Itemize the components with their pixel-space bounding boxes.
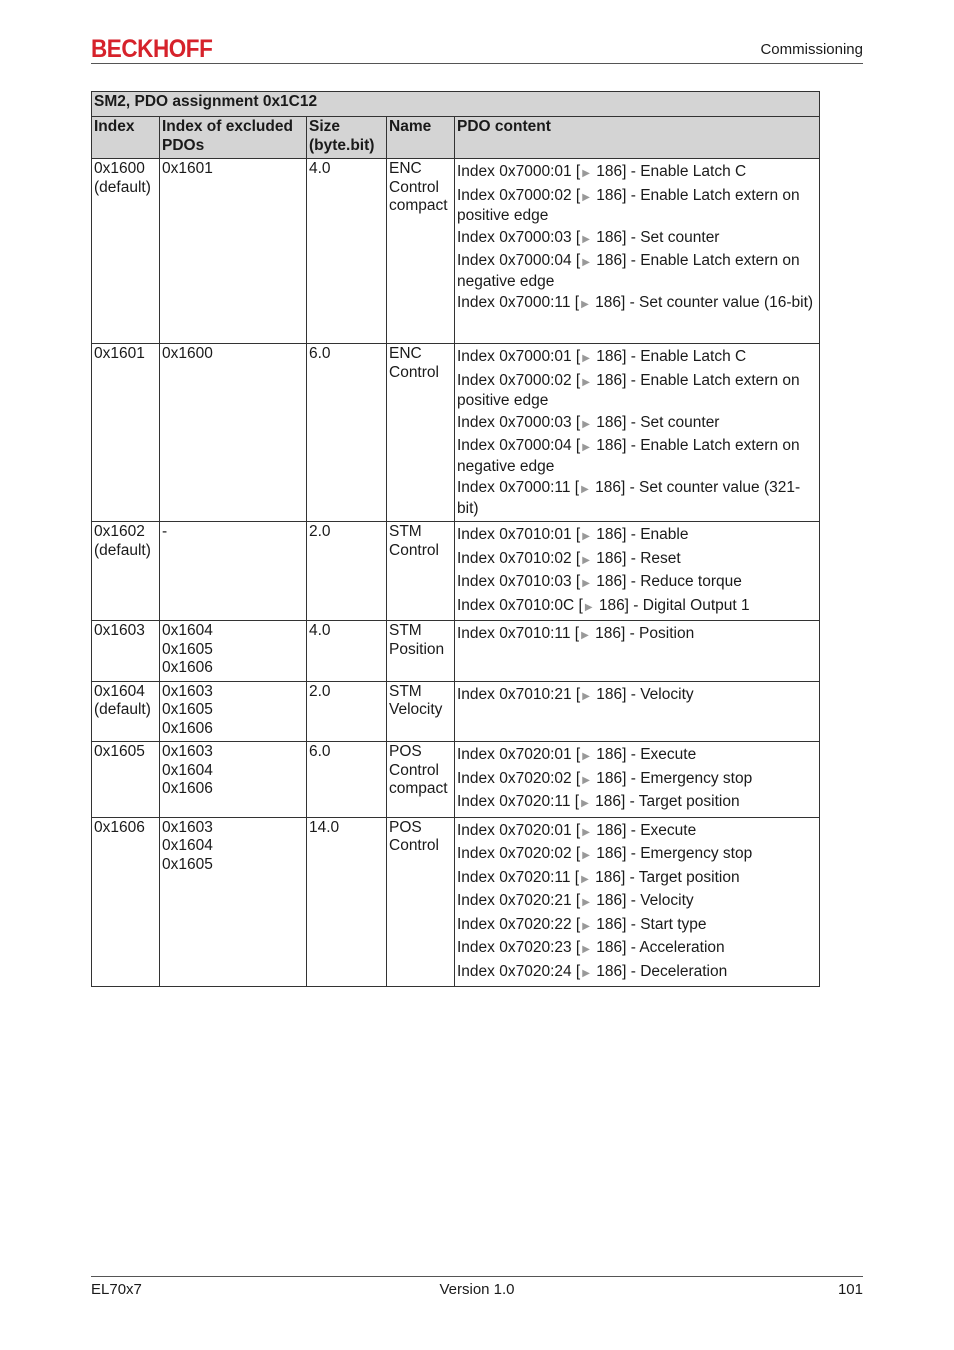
cell-content bbox=[455, 344, 820, 522]
footer-page-number: 101 bbox=[837, 1281, 863, 1298]
pdo-entry-description: 186] - Deceleration bbox=[591, 962, 728, 980]
pdo-entry bbox=[457, 550, 817, 571]
excluded-pdo: 0x1605 bbox=[162, 855, 213, 873]
pdo-index: 0x1601 bbox=[94, 345, 145, 362]
pdo-entry bbox=[457, 793, 817, 814]
link-arrow-icon[interactable]: ▶ bbox=[582, 944, 590, 955]
pdo-entry-index: Index 0x7010:11 [ bbox=[457, 625, 580, 642]
pdo-entry-index: Index 0x7010:03 [ bbox=[457, 573, 581, 590]
link-arrow-icon[interactable]: ▶ bbox=[581, 873, 589, 885]
pdo-entry-description: 186] - Enable Latch extern on negative edge bbox=[457, 252, 800, 290]
cell-name bbox=[387, 621, 455, 682]
pdo-size: 2.0 bbox=[309, 523, 331, 540]
excluded-pdo: 0x1606 bbox=[162, 719, 213, 737]
link-arrow-icon[interactable]: ▶ bbox=[582, 191, 590, 203]
pdo-entry bbox=[457, 294, 817, 315]
pdo-entry-description: 186] - Emergency stop bbox=[591, 845, 753, 862]
pdo-entry bbox=[457, 526, 817, 547]
pdo-entry-index: Index 0x7000:02 [ bbox=[457, 186, 581, 204]
default-note: (default) bbox=[94, 178, 151, 196]
link-arrow-icon[interactable]: ▶ bbox=[582, 531, 590, 542]
pdo-entry-index: Index 0x7000:01 [ bbox=[457, 348, 581, 365]
default-note: (default) bbox=[94, 701, 151, 718]
pdo-size: 6.0 bbox=[309, 345, 331, 362]
cell-excluded bbox=[160, 817, 307, 987]
cell-index bbox=[92, 522, 160, 621]
pdo-entry-index: Index 0x7010:0C [ bbox=[457, 596, 583, 614]
excluded-pdo: 0x1601 bbox=[162, 160, 213, 177]
pdo-entry-description: 186] - Enable bbox=[591, 526, 689, 543]
pdo-entry-description: 186] - Enable Latch C bbox=[591, 163, 747, 180]
pdo-entry bbox=[457, 892, 817, 913]
table-row bbox=[92, 817, 820, 987]
pdo-entry bbox=[457, 746, 817, 767]
pdo-name: ENC Control compact bbox=[389, 160, 448, 214]
pdo-entry-index: Index 0x7020:02 [ bbox=[457, 845, 581, 862]
cell-name bbox=[387, 681, 455, 742]
cell-index bbox=[92, 621, 160, 682]
link-arrow-icon[interactable]: ▶ bbox=[582, 418, 590, 430]
table-row bbox=[92, 159, 820, 344]
link-arrow-icon[interactable]: ▶ bbox=[584, 601, 593, 613]
pdo-entry bbox=[457, 869, 817, 890]
pdo-index: 0x1603 bbox=[94, 622, 145, 639]
footer-product: EL70x7 bbox=[91, 1281, 142, 1298]
excluded-pdo: 0x1603 bbox=[162, 682, 213, 700]
pdo-name: ENC Control bbox=[389, 345, 439, 381]
footer-rule bbox=[91, 1276, 863, 1277]
pdo-index: 0x1602 bbox=[94, 523, 145, 540]
pdo-entry bbox=[457, 252, 817, 291]
pdo-entry bbox=[457, 845, 817, 866]
pdo-entry bbox=[457, 822, 817, 843]
pdo-entry-description: 186] - Target position bbox=[590, 793, 740, 810]
pdo-index: 0x1606 bbox=[94, 818, 145, 836]
pdo-name: POS Control bbox=[389, 818, 439, 854]
excluded-pdo: 0x1605 bbox=[162, 701, 213, 718]
cell-excluded bbox=[160, 522, 307, 621]
cell-excluded bbox=[160, 621, 307, 682]
pdo-entry-index: Index 0x7020:11 [ bbox=[457, 868, 580, 886]
link-arrow-icon[interactable]: ▶ bbox=[581, 299, 589, 310]
pdo-entry-index: Index 0x7020:01 [ bbox=[457, 821, 581, 839]
pdo-entry-description: 186] - Emergency stop bbox=[591, 769, 753, 787]
pdo-index: 0x1600 bbox=[94, 160, 145, 177]
table-row bbox=[92, 742, 820, 818]
pdo-entry bbox=[457, 916, 817, 937]
link-arrow-icon[interactable]: ▶ bbox=[582, 233, 590, 245]
pdo-entry bbox=[457, 163, 817, 184]
pdo-name: STM Velocity bbox=[389, 682, 443, 718]
cell-size bbox=[307, 681, 387, 742]
cell-size bbox=[307, 817, 387, 987]
pdo-entry-description: 186] - Velocity bbox=[591, 892, 694, 909]
pdo-entry-description: 186] - Execute bbox=[591, 746, 697, 763]
pdo-entry-description: 186] - Enable Latch C bbox=[591, 348, 747, 365]
pdo-entry-description: 186] - Start type bbox=[591, 915, 707, 933]
pdo-entry-index: Index 0x7000:02 [ bbox=[457, 371, 581, 389]
link-arrow-icon[interactable]: ▶ bbox=[582, 897, 590, 908]
cell-content bbox=[455, 522, 820, 621]
pdo-entry-index: Index 0x7020:11 [ bbox=[457, 793, 580, 810]
link-arrow-icon[interactable]: ▶ bbox=[582, 850, 590, 861]
link-arrow-icon[interactable]: ▶ bbox=[582, 690, 590, 702]
pdo-entry bbox=[457, 625, 817, 646]
pdo-entry bbox=[457, 597, 817, 618]
table-caption: SM2, PDO assignment 0x1C12 bbox=[92, 92, 820, 117]
pdo-entry-description: 186] - Set counter value (321-bit) bbox=[457, 479, 801, 517]
pdo-entry-index: Index 0x7000:04 [ bbox=[457, 437, 581, 454]
excluded-pdo: 0x1603 bbox=[162, 743, 213, 760]
excluded-pdo: 0x1606 bbox=[162, 780, 213, 797]
excluded-pdo: - bbox=[162, 523, 168, 540]
pdo-entry-index: Index 0x7010:01 [ bbox=[457, 526, 581, 543]
pdo-entry bbox=[457, 686, 817, 707]
pdo-entry-index: Index 0x7000:03 [ bbox=[457, 413, 581, 431]
pdo-entry-index: Index 0x7020:24 [ bbox=[457, 962, 581, 980]
excluded-pdo: 0x1604 bbox=[162, 761, 213, 779]
pdo-entry bbox=[457, 939, 817, 960]
link-arrow-icon[interactable]: ▶ bbox=[582, 554, 590, 566]
pdo-entry-description: 186] - Enable Latch extern on negative edge bbox=[457, 437, 800, 475]
pdo-entry-description: 186] - Velocity bbox=[591, 685, 694, 703]
pdo-entry-description: 186] - Set counter value (16-bit) bbox=[590, 294, 814, 311]
pdo-entry bbox=[457, 573, 817, 594]
pdo-size: 4.0 bbox=[309, 160, 331, 177]
cell-size bbox=[307, 522, 387, 621]
excluded-pdo: 0x1606 bbox=[162, 659, 213, 676]
cell-name bbox=[387, 344, 455, 522]
default-note: (default) bbox=[94, 541, 151, 559]
pdo-entry bbox=[457, 372, 817, 411]
pdo-entry-index: Index 0x7010:02 [ bbox=[457, 549, 581, 567]
pdo-entry bbox=[457, 437, 817, 476]
pdo-entry-description: 186] - Set counter bbox=[591, 413, 720, 431]
pdo-entry-description: 186] - Reset bbox=[591, 549, 681, 567]
pdo-entry-index: Index 0x7020:23 [ bbox=[457, 939, 581, 956]
pdo-entry-index: Index 0x7000:03 [ bbox=[457, 228, 581, 246]
pdo-entry bbox=[457, 348, 817, 369]
link-arrow-icon[interactable]: ▶ bbox=[582, 774, 590, 786]
cell-content bbox=[455, 817, 820, 987]
pdo-entry-description: 186] - Enable Latch extern on positive edge bbox=[457, 371, 800, 409]
pdo-entry-description: 186] - Acceleration bbox=[591, 939, 725, 956]
pdo-size: 4.0 bbox=[309, 622, 331, 639]
pdo-index: 0x1605 bbox=[94, 743, 145, 760]
link-arrow-icon[interactable]: ▶ bbox=[582, 967, 590, 979]
link-arrow-icon[interactable]: ▶ bbox=[582, 168, 590, 179]
pdo-entry-index: Index 0x7020:21 [ bbox=[457, 892, 581, 909]
cell-index bbox=[92, 159, 160, 344]
cell-name bbox=[387, 522, 455, 621]
col-header-content: PDO content bbox=[455, 117, 820, 159]
link-arrow-icon[interactable]: ▶ bbox=[582, 257, 590, 268]
table-body bbox=[92, 159, 820, 987]
pdo-size: 2.0 bbox=[309, 682, 331, 700]
cell-content bbox=[455, 159, 820, 344]
pdo-name: POS Control compact bbox=[389, 743, 448, 797]
table-row bbox=[92, 621, 820, 682]
pdo-entry-description: 186] - Enable Latch extern on positive edge bbox=[457, 186, 800, 224]
pdo-entry-index: Index 0x7000:04 [ bbox=[457, 252, 581, 269]
link-arrow-icon[interactable]: ▶ bbox=[582, 442, 590, 453]
table-row bbox=[92, 344, 820, 522]
pdo-index: 0x1604 bbox=[94, 682, 145, 700]
cell-content bbox=[455, 621, 820, 682]
excluded-pdo: 0x1603 bbox=[162, 818, 213, 836]
pdo-name: STM Control bbox=[389, 523, 439, 559]
pdo-entry-index: Index 0x7000:11 [ bbox=[457, 294, 580, 311]
cell-excluded bbox=[160, 159, 307, 344]
pdo-entry bbox=[457, 963, 817, 984]
excluded-pdo: 0x1604 bbox=[162, 622, 213, 639]
pdo-entry bbox=[457, 229, 817, 250]
cell-size bbox=[307, 621, 387, 682]
cell-size bbox=[307, 159, 387, 344]
table-row bbox=[92, 522, 820, 621]
cell-excluded bbox=[160, 742, 307, 818]
cell-name bbox=[387, 159, 455, 344]
pdo-entry-index: Index 0x7020:22 [ bbox=[457, 915, 581, 933]
excluded-pdo: 0x1605 bbox=[162, 640, 213, 658]
pdo-name: STM Position bbox=[389, 622, 445, 658]
pdo-entry bbox=[457, 187, 817, 226]
cell-content bbox=[455, 742, 820, 818]
col-header-size: Size (byte.bit) bbox=[307, 117, 387, 159]
pdo-entry-description: 186] - Execute bbox=[591, 821, 697, 839]
pdo-size: 14.0 bbox=[309, 818, 340, 836]
cell-content bbox=[455, 681, 820, 742]
cell-size bbox=[307, 344, 387, 522]
col-header-excluded: Index of excluded PDOs bbox=[160, 117, 307, 159]
link-arrow-icon[interactable]: ▶ bbox=[582, 353, 590, 364]
link-arrow-icon[interactable]: ▶ bbox=[582, 578, 590, 589]
pdo-entry-index: Index 0x7020:02 [ bbox=[457, 769, 581, 787]
pdo-entry bbox=[457, 414, 817, 435]
pdo-assignment-table bbox=[91, 91, 820, 987]
link-arrow-icon[interactable]: ▶ bbox=[582, 826, 590, 838]
cell-size bbox=[307, 742, 387, 818]
link-arrow-icon[interactable]: ▶ bbox=[582, 376, 590, 388]
cell-excluded bbox=[160, 681, 307, 742]
link-arrow-icon[interactable]: ▶ bbox=[581, 630, 589, 641]
cell-index bbox=[92, 742, 160, 818]
table-row bbox=[92, 681, 820, 742]
section-title: Commissioning bbox=[760, 41, 863, 58]
pdo-entry-description: 186] - Reduce torque bbox=[591, 573, 742, 590]
link-arrow-icon[interactable]: ▶ bbox=[582, 751, 590, 762]
pdo-entry-index: Index 0x7000:01 [ bbox=[457, 163, 581, 180]
link-arrow-icon[interactable]: ▶ bbox=[581, 484, 589, 495]
pdo-entry bbox=[457, 479, 817, 518]
cell-excluded bbox=[160, 344, 307, 522]
pdo-entry-description: 186] - Position bbox=[590, 625, 695, 642]
excluded-pdo: 0x1604 bbox=[162, 837, 213, 854]
footer-version: Version 1.0 bbox=[439, 1281, 515, 1298]
pdo-size: 6.0 bbox=[309, 743, 331, 760]
cell-name bbox=[387, 742, 455, 818]
cell-name bbox=[387, 817, 455, 987]
cell-index bbox=[92, 681, 160, 742]
cell-index bbox=[92, 817, 160, 987]
link-arrow-icon[interactable]: ▶ bbox=[581, 798, 589, 809]
cell-index bbox=[92, 344, 160, 522]
pdo-entry-description: 186] - Target position bbox=[590, 868, 740, 886]
link-arrow-icon[interactable]: ▶ bbox=[582, 920, 590, 932]
pdo-entry-description: 186] - Set counter bbox=[591, 228, 720, 246]
excluded-pdo: 0x1600 bbox=[162, 345, 213, 362]
col-header-name: Name bbox=[387, 117, 455, 159]
pdo-entry-index: Index 0x7000:11 [ bbox=[457, 479, 580, 496]
col-header-index: Index bbox=[92, 117, 160, 159]
beckhoff-logo: BECKHOFF bbox=[91, 35, 213, 63]
pdo-entry-description: 186] - Digital Output 1 bbox=[594, 596, 750, 614]
pdo-entry-index: Index 0x7010:21 [ bbox=[457, 685, 581, 703]
pdo-entry bbox=[457, 770, 817, 791]
pdo-entry-index: Index 0x7020:01 [ bbox=[457, 746, 581, 763]
header-rule bbox=[91, 63, 863, 64]
